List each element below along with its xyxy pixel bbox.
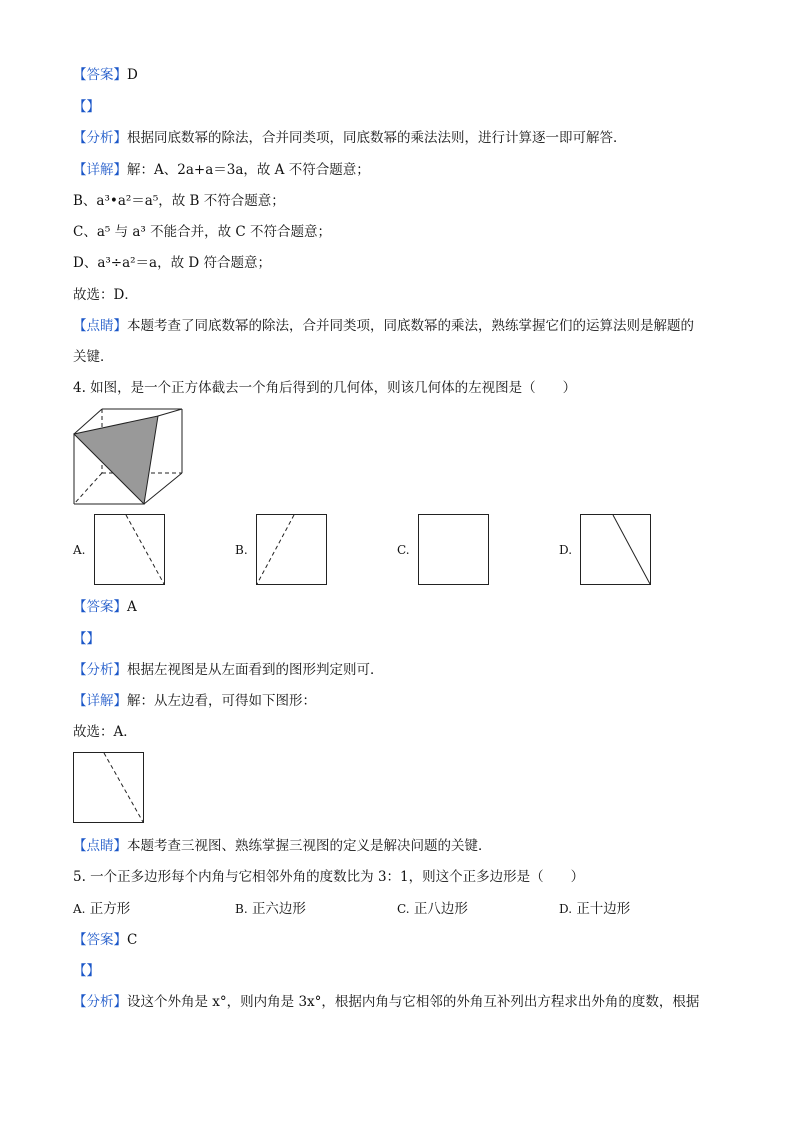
q4-detail-line (73, 692, 316, 710)
q3-detail-a (73, 161, 370, 179)
q4-answer-line (73, 598, 137, 616)
analysis-tag: 【分析】 (73, 994, 127, 1010)
q3-choice: 故选：D． (73, 287, 138, 303)
comment-text: 本题考查三视图、熟练掌握三视图的定义是解决问题的关键． (127, 838, 492, 854)
comment-tag: 【点睛】 (73, 318, 127, 334)
q3-detail-b: B、a³•a²＝a⁵，故 B 不符合题意； (73, 193, 285, 209)
answer-tag: 【答案】 (73, 932, 127, 948)
q5-answer-line (73, 931, 137, 949)
option-c-label: C. (397, 902, 410, 916)
option-a-figure (94, 514, 166, 586)
q5-option-c (397, 900, 468, 918)
q5-option-a (73, 900, 130, 918)
q3-answer-line (73, 66, 138, 84)
q5-option-d (559, 900, 630, 918)
q5-stem: 5. 一个正多边形每个内角与它相邻外角的度数比为 3：1，则这个正多边形是（ ） (73, 869, 585, 885)
detail-tag: 【详解】 (73, 693, 127, 709)
q3-comment-line-1 (73, 317, 694, 335)
option-c-text: 正八边形 (413, 901, 468, 917)
q4-blank-tag (73, 630, 100, 648)
answer-tag: 【答案】 (73, 67, 127, 83)
blank-tag: 【】 (73, 963, 100, 979)
answer-value: D (127, 67, 138, 83)
option-d-label: D. (559, 902, 573, 916)
detail-text: 解：从左边看，可得如下图形： (127, 693, 316, 709)
analysis-tag: 【分析】 (73, 130, 127, 146)
detail-a-text: 解：A、2a+a＝3a，故 A 不符合题意； (127, 162, 370, 178)
option-c-label: C. (397, 543, 410, 557)
q3-analysis-line (73, 129, 627, 147)
answer-value: A (127, 599, 137, 615)
option-b-label: B. (235, 543, 248, 557)
option-c-figure (418, 514, 490, 586)
q4-comment-line (73, 837, 492, 855)
q3-detail-c: C、a⁵ 与 a³ 不能合并，故 C 不符合题意； (73, 224, 332, 240)
q5-blank-tag (73, 962, 100, 980)
left-view-figure (73, 752, 145, 824)
option-b-label: B. (235, 902, 248, 916)
analysis-tag: 【分析】 (73, 662, 127, 678)
option-b-figure (256, 514, 328, 586)
q3-blank-tag (73, 98, 100, 116)
q4-choice: 故选：A． (73, 724, 137, 740)
blank-tag: 【】 (73, 631, 100, 647)
option-a-text: 正方形 (89, 901, 131, 917)
option-d-text: 正十边形 (576, 901, 631, 917)
analysis-text: 设这个外角是 x°，则内角是 3x°，根据内角与它相邻的外角互补列出方程求出外角的度数，根据 (127, 994, 700, 1010)
answer-tag: 【答案】 (73, 599, 127, 615)
q3-detail-d: D、a³÷a²＝a，故 D 符合题意； (73, 255, 272, 271)
comment-tag: 【点睛】 (73, 838, 127, 854)
option-a-label: A. (73, 543, 86, 557)
truncated-cube-figure (72, 406, 192, 506)
q5-analysis-line (73, 993, 699, 1011)
q4-analysis-line (73, 661, 384, 679)
answer-value: C (127, 932, 138, 948)
option-b-text: 正六边形 (251, 901, 306, 917)
blank-tag: 【】 (73, 99, 100, 115)
comment-text-1: 本题考查了同底数幂的除法，合并同类项，同底数幂的乘法，熟练掌握它们的运算法则是解题的 (127, 318, 694, 334)
analysis-text: 根据左视图是从左面看到的图形判定则可． (127, 662, 384, 678)
option-d-figure (580, 514, 652, 586)
option-d-label: D. (559, 543, 573, 557)
detail-tag: 【详解】 (73, 162, 127, 178)
q5-option-b (235, 900, 306, 918)
option-a-label: A. (73, 902, 86, 916)
q4-stem: 4. 如图，是一个正方体截去一个角后得到的几何体，则该几何体的左视图是（ ） (73, 380, 577, 396)
analysis-text: 根据同底数幂的除法，合并同类项，同底数幂的乘法法则，进行计算逐一即可解答． (127, 130, 627, 146)
q3-comment-line-2: 关键． (73, 349, 114, 365)
